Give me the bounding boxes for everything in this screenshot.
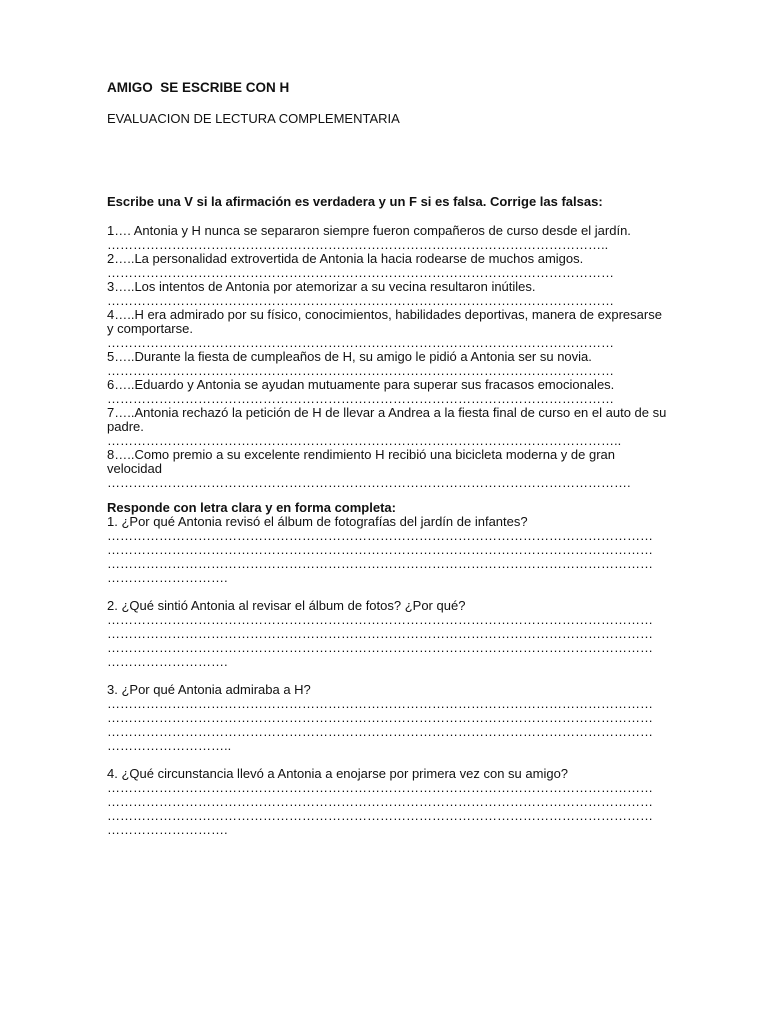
statement-item	[107, 448, 667, 490]
statement-text: 4…..H era admirado por su físico, conocimientos, habilidades deportivas, manera de expresarse y comportarse.	[107, 307, 662, 336]
statement-text: 7…..Antonia rechazó la petición de H de llevar a Andrea a la fiesta final de curso en el auto de su padre.	[107, 405, 667, 434]
statement-text: 8…..Como premio a su excelente rendimiento H recibió una bicicleta moderna y de gran velocidad	[107, 447, 615, 476]
statement-text: 1…. Antonia y H nunca se separaron siempre fueron compañeros de curso desde el jardín.	[107, 223, 631, 238]
page-title: AMIGO SE ESCRIBE CON H	[107, 80, 290, 95]
answer-line: ……………………………………………………………………………………………………..	[107, 238, 609, 252]
statement-item	[107, 280, 667, 308]
answer-line: ………………………………………………………………………………………………………	[107, 266, 614, 280]
answer-line: ……………………….	[107, 655, 228, 669]
question-item	[107, 683, 667, 753]
open-questions-section	[107, 501, 667, 837]
question-item	[107, 515, 667, 585]
true-false-list	[107, 224, 667, 490]
statement-item	[107, 378, 667, 406]
question-text: 3. ¿Por qué Antonia admiraba a H?	[107, 682, 311, 697]
question-item	[107, 767, 667, 837]
statement-item	[107, 224, 667, 252]
answer-line: ………………………………………………………………………………………………………	[107, 336, 614, 350]
statement-item	[107, 350, 667, 378]
answer-line: ………………………………………………………………………………………………………………	[107, 613, 653, 627]
answer-line: ………………………………………………………………………………………………………………	[107, 627, 653, 641]
statement-text: 5…..Durante la fiesta de cumpleaños de H, su amigo le pidió a Antonia ser su novia.	[107, 349, 592, 364]
question-text: 1. ¿Por qué Antonia revisó el álbum de fotografías del jardín de infantes?	[107, 514, 528, 529]
answer-line: ………………………………………………………………………………………………………………	[107, 641, 653, 655]
statement-text: 6…..Eduardo y Antonia se ayudan mutuamente para superar sus fracasos emocionales.	[107, 377, 615, 392]
page-subtitle: EVALUACION DE LECTURA COMPLEMENTARIA	[107, 111, 400, 126]
answer-line: ………………………………………………………………………………………………………	[107, 364, 614, 378]
statement-item	[107, 406, 667, 448]
open-questions-instruction: Responde con letra clara y en forma completa:	[107, 500, 396, 515]
answer-line: ………………………………………………………………………………………………………………	[107, 557, 653, 571]
answer-line: ……………………….	[107, 571, 228, 585]
answer-line: ………………………………………………………………………………………………………..	[107, 434, 622, 448]
answer-line: ………………………………………………………………………………………………………………	[107, 809, 653, 823]
true-false-instruction: Escribe una V si la afirmación es verdadera y un F si es falsa. Corrige las falsas:	[107, 194, 603, 209]
statement-text: 2…..La personalidad extrovertida de Antonia la hacia rodearse de muchos amigos.	[107, 251, 584, 266]
answer-line: ………………………………………………………………………………………………………………	[107, 543, 653, 557]
answer-line: ………………………………………………………………………………………………………	[107, 392, 614, 406]
true-false-section	[107, 195, 667, 490]
answer-line: ………………………………………………………………………………………………………………	[107, 529, 653, 543]
answer-line: ………………………………………………………………………………………………………	[107, 294, 614, 308]
question-text: 4. ¿Qué circunstancia llevó a Antonia a enojarse por primera vez con su amigo?	[107, 766, 569, 781]
answer-line: ………………………………………………………………………………………………………………	[107, 711, 653, 725]
answer-line: ………………………………………………………………………………………………………………	[107, 725, 653, 739]
question-item	[107, 599, 667, 669]
question-text: 2. ¿Qué sintió Antonia al revisar el álbum de fotos? ¿Por qué?	[107, 598, 466, 613]
answer-line: ………………………………………………………………………………………………………………	[107, 781, 653, 795]
answer-line: ………………………………………………………………………………………………………………	[107, 795, 653, 809]
answer-line: ……………………….	[107, 823, 228, 837]
statement-item	[107, 308, 667, 350]
answer-line: ………………………..	[107, 739, 232, 753]
answer-line: ………………………………………………………………………………………………………….	[107, 476, 631, 490]
statement-item	[107, 252, 667, 280]
answer-line: ………………………………………………………………………………………………………………	[107, 697, 653, 711]
statement-text: 3…..Los intentos de Antonia por atemorizar a su vecina resultaron inútiles.	[107, 279, 536, 294]
